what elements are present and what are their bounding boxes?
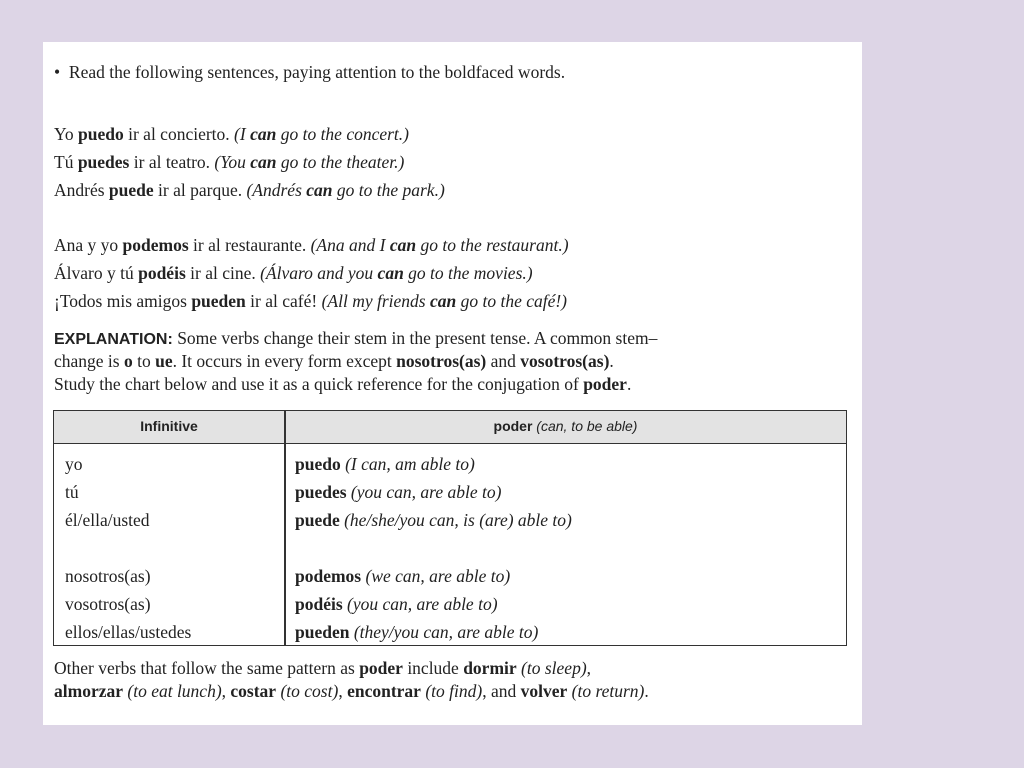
explanation-line-3 — [54, 373, 631, 395]
intro-text: Read the following sentences, paying attention to the boldfaced words. — [68, 62, 566, 82]
explanation-bold: o — [123, 351, 133, 371]
conjugation-cell — [295, 621, 538, 643]
verb-meaning: (you can, are able to) — [342, 594, 498, 614]
sentence-text: ir al teatro. — [129, 152, 215, 172]
explanation-text: . — [609, 351, 614, 371]
translation-text: (Ana and I — [310, 235, 390, 255]
explanation-bold: ue — [155, 351, 173, 371]
footer-text: Other verbs that follow the same pattern as — [54, 658, 360, 678]
footer-line-2 — [54, 680, 649, 702]
explanation-text: change is — [54, 351, 124, 371]
header-poder-verb: poder — [493, 418, 533, 434]
sentence-verb: podéis — [138, 263, 186, 283]
footer-verb: encontrar — [347, 681, 421, 701]
conjugation-cell — [295, 565, 510, 587]
explanation-text: Some verbs change their stem in the present tense. A common stem– — [172, 328, 658, 348]
footer-verb: poder — [359, 658, 403, 678]
translation-verb: can — [306, 180, 333, 200]
sentence-line — [54, 179, 445, 201]
sentence-text: Tú — [54, 152, 78, 172]
conjugated-verb: podemos — [295, 566, 362, 586]
translation-text: go to the park.) — [332, 180, 445, 200]
translation-text: (I — [234, 124, 251, 144]
conjugated-verb: podéis — [295, 594, 343, 614]
explanation-text: Study the chart below and use it as a quick reference for the conjugation of — [54, 374, 584, 394]
footer-verb: volver — [520, 681, 568, 701]
verb-meaning: (you can, are able to) — [346, 482, 502, 502]
sentence-text: Ana y yo — [54, 235, 123, 255]
explanation-bold: vosotros(as) — [520, 351, 610, 371]
header-poder-meaning: (can, to be able) — [532, 418, 638, 434]
sentence-text: ir al cine. — [185, 263, 261, 283]
sentence-verb: puede — [108, 180, 154, 200]
sentence-verb: puedes — [77, 152, 130, 172]
footer-text: . — [644, 681, 649, 701]
pronoun-cell: él/ella/usted — [65, 510, 150, 530]
footer-verb: almorzar — [54, 681, 123, 701]
verb-meaning: (we can, are able to) — [361, 566, 511, 586]
explanation-text: and — [486, 351, 521, 371]
translation-text: go to the theater.) — [276, 152, 405, 172]
sentence-line — [54, 290, 567, 312]
conjugation-cell — [295, 509, 572, 531]
translation-verb: can — [250, 152, 277, 172]
sentence-text: Álvaro y tú — [54, 263, 139, 283]
footer-text: , — [586, 658, 592, 678]
translation-text: (Andrés — [246, 180, 307, 200]
explanation-label: EXPLANATION: — [54, 331, 173, 348]
bullet: • — [54, 62, 61, 82]
translation-verb: can — [429, 291, 457, 311]
explanation-text: . — [626, 374, 632, 394]
pronoun-cell: tú — [65, 482, 79, 502]
textbook-page — [43, 42, 862, 725]
translation-text: go to the café!) — [456, 291, 568, 311]
footer-meaning: (to find) — [420, 681, 483, 701]
sentence-line — [54, 151, 404, 173]
translation-verb: can — [250, 124, 277, 144]
translation-text: go to the movies.) — [403, 263, 533, 283]
translation-text: (All my friends — [321, 291, 430, 311]
footer-meaning: (to sleep) — [516, 658, 587, 678]
conjugation-cell — [295, 593, 498, 615]
conjugated-verb: pueden — [295, 622, 350, 642]
footer-verb: dormir — [463, 658, 517, 678]
sentence-text: ir al restaurante. — [188, 235, 311, 255]
footer-text: , — [221, 681, 231, 701]
conjugated-verb: puedo — [295, 454, 341, 474]
explanation-line-2 — [54, 350, 614, 372]
sentence-text: ¡Todos mis amigos — [54, 291, 192, 311]
sentence-verb: puedo — [78, 124, 124, 144]
sentence-verb: pueden — [191, 291, 246, 311]
footer-meaning: (to return) — [567, 681, 645, 701]
sentence-line — [54, 262, 533, 284]
pronoun-cell: ellos/ellas/ustedes — [65, 622, 192, 642]
translation-text: (Álvaro and you — [260, 263, 378, 283]
sentence-line — [54, 234, 569, 256]
footer-text: , — [338, 681, 348, 701]
conjugation-cell — [295, 481, 501, 503]
pronoun-cell: nosotros(as) — [65, 566, 151, 586]
verb-meaning: (I can, am able to) — [340, 454, 475, 474]
column-divider — [284, 411, 286, 645]
sentence-text: ir al café! — [245, 291, 322, 311]
translation-text: (You — [214, 152, 251, 172]
translation-text: go to the restaurant.) — [416, 235, 569, 255]
verb-meaning: (he/she/you can, is (are) able to) — [339, 510, 572, 530]
sentence-text: Yo — [54, 124, 79, 144]
verb-meaning: (they/you can, are able to) — [349, 622, 539, 642]
explanation-line-1 — [54, 327, 657, 351]
translation-verb: can — [377, 263, 404, 283]
footer-text: , and — [482, 681, 521, 701]
sentence-verb: podemos — [122, 235, 189, 255]
explanation-bold: nosotros(as) — [396, 351, 487, 371]
footer-verb: costar — [230, 681, 277, 701]
conjugation-table — [53, 410, 847, 646]
sentence-text: ir al concierto. — [123, 124, 235, 144]
explanation-text: to — [132, 351, 156, 371]
sentence-text: ir al parque. — [153, 180, 247, 200]
conjugation-cell — [295, 453, 475, 475]
pronoun-cell: vosotros(as) — [65, 594, 151, 614]
footer-meaning: (to cost) — [276, 681, 339, 701]
footer-line-1 — [54, 657, 591, 679]
translation-text: go to the concert.) — [276, 124, 409, 144]
translation-verb: can — [389, 235, 417, 255]
explanation-bold: poder — [583, 374, 627, 394]
intro-instruction — [54, 61, 565, 83]
sentence-line — [54, 123, 409, 145]
pronoun-cell: yo — [65, 454, 83, 474]
footer-text: include — [402, 658, 464, 678]
conjugated-verb: puede — [295, 510, 340, 530]
conjugated-verb: puedes — [295, 482, 347, 502]
header-infinitive: Infinitive — [140, 418, 198, 434]
explanation-text: . It occurs in every form except — [172, 351, 397, 371]
footer-meaning: (to eat lunch) — [123, 681, 222, 701]
header-poder — [285, 411, 846, 442]
sentence-text: Andrés — [54, 180, 109, 200]
